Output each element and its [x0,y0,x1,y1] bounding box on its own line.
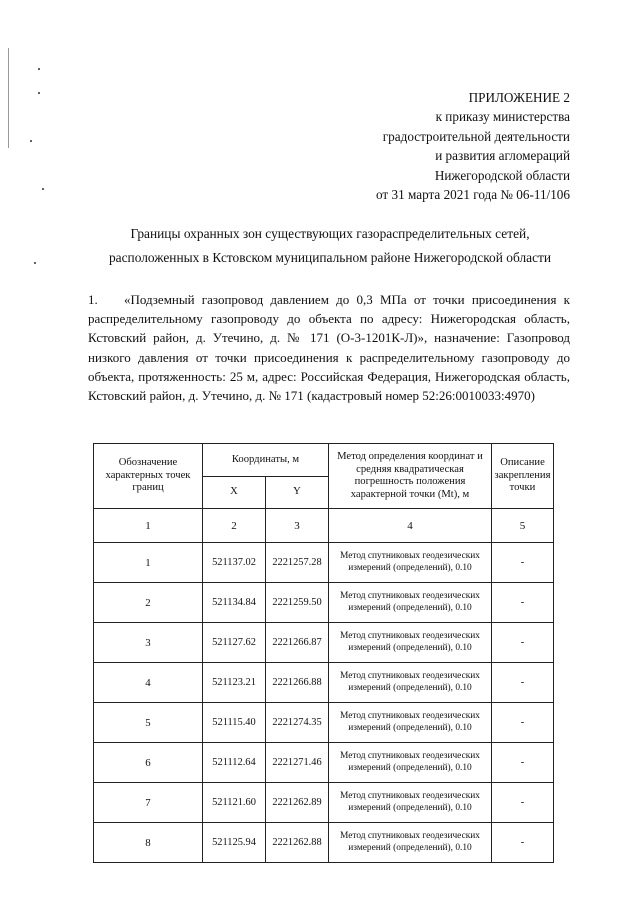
cell-description: - [492,543,554,583]
cell-method: Метод спутниковых геодезических измерений (определений), 0.10 [329,623,492,663]
cell-point: 3 [94,623,203,663]
cell-description: - [492,703,554,743]
scan-speck [34,262,36,264]
cell-x: 521123.21 [203,663,266,703]
cell-method: Метод спутниковых геодезических измерений (определений), 0.10 [329,823,492,863]
cell-description: - [492,583,554,623]
table-header-row [94,444,554,477]
column-number: 4 [329,509,492,543]
table-row [94,583,554,623]
header-y: Y [266,477,329,509]
cell-x: 521125.94 [203,823,266,863]
item-number: 1. [88,292,98,307]
cell-y: 2221274.35 [266,703,329,743]
cell-point: 6 [94,743,203,783]
cell-x: 521134.84 [203,583,266,623]
header-point: Обозначение характерных точек границ [94,444,203,509]
column-number: 1 [94,509,203,543]
scan-speck [30,140,32,142]
header-description: Описание закрепления точки [492,444,554,509]
cell-x: 521115.40 [203,703,266,743]
table-row [94,543,554,583]
appendix-date: от 31 марта 2021 года № 06-11/106 [376,187,570,203]
column-number-row [94,509,554,543]
document-title-line: Границы охранных зон существующих газораспределительных сетей, [130,226,530,241]
cell-point: 4 [94,663,203,703]
table-row [94,703,554,743]
document-title-line: расположенных в Кстовском муниципальном районе Нижегородской области [108,250,552,265]
cell-point: 5 [94,703,203,743]
appendix-ref-line: к приказу министерства [435,109,570,125]
cell-y: 2221262.88 [266,823,329,863]
cell-method: Метод спутниковых геодезических измерений (определений), 0.10 [329,543,492,583]
scan-speck [38,92,40,94]
table-row [94,663,554,703]
header-method: Метод определения координат и средняя квадратическая погрешность положения характерной точки (Mt), м [329,444,492,509]
cell-y: 2221257.28 [266,543,329,583]
appendix-ref-line: градостроительной деятельности [382,128,570,144]
column-number: 5 [492,509,554,543]
cell-y: 2221271.46 [266,743,329,783]
cell-method: Метод спутниковых геодезических измерений (определений), 0.10 [329,703,492,743]
column-number: 3 [266,509,329,543]
cell-x: 521127.62 [203,623,266,663]
table-row [94,743,554,783]
cell-description: - [492,663,554,703]
cell-description: - [492,743,554,783]
object-description [88,290,570,405]
cell-method: Метод спутниковых геодезических измерений (определений), 0.10 [329,583,492,623]
cell-description: - [492,623,554,663]
appendix-ref-line: Нижегородской области [434,167,570,183]
cell-y: 2221259.50 [266,583,329,623]
appendix-header [376,88,570,204]
table-row [94,783,554,823]
cell-point: 2 [94,583,203,623]
cell-point: 7 [94,783,203,823]
cell-method: Метод спутниковых геодезических измерений (определений), 0.10 [329,783,492,823]
scan-margin-line [8,48,9,148]
cell-method: Метод спутниковых геодезических измерений (определений), 0.10 [329,663,492,703]
cell-description: - [492,783,554,823]
header-coordinates: Координаты, м [203,444,329,477]
header-x: X [203,477,266,509]
cell-x: 521137.02 [203,543,266,583]
cell-point: 8 [94,823,203,863]
item-text: «Подземный газопровод давлением до 0,3 МПа от точки присоединения к распределительному газопроводу до объекта по адресу: Нижегородская область, Кстовский район, д. Утечино, д. № 171 (О-3-1201К-Л)», назначение: Газопровод низкого давления от точки присоединения к распределительному газопроводу до объекта, протяженность: 25 м, адрес: Российская Федерация, Нижегородская область, Кстовский район, д. Утечино, д. № 171 (кадастровый номер 52:26:0010033:4970) [88,292,570,404]
table-row [94,623,554,663]
scan-speck [42,188,44,190]
appendix-title: ПРИЛОЖЕНИЕ 2 [468,90,570,105]
cell-y: 2221266.87 [266,623,329,663]
cell-x: 521112.64 [203,743,266,783]
scan-speck [38,68,40,70]
coordinates-table [93,443,554,863]
appendix-ref-line: и развития агломераций [435,148,570,164]
cell-y: 2221266.88 [266,663,329,703]
column-number: 2 [203,509,266,543]
cell-y: 2221262.89 [266,783,329,823]
cell-point: 1 [94,543,203,583]
cell-x: 521121.60 [203,783,266,823]
table-row [94,823,554,863]
cell-method: Метод спутниковых геодезических измерений (определений), 0.10 [329,743,492,783]
cell-description: - [492,823,554,863]
